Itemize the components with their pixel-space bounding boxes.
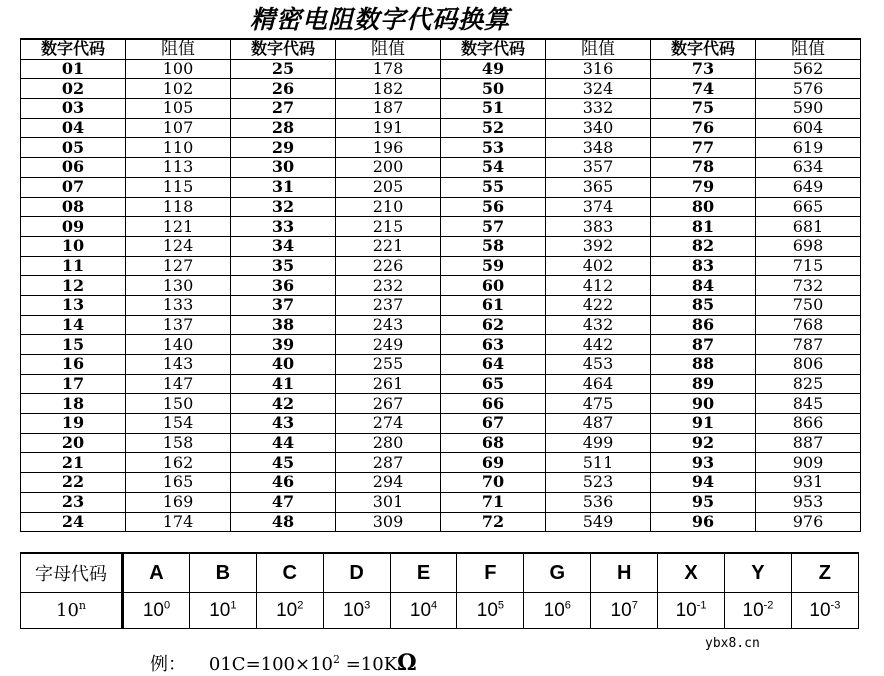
value-cell: 100 bbox=[126, 59, 231, 79]
code-cell: 28 bbox=[231, 118, 336, 138]
value-cell: 464 bbox=[546, 374, 651, 394]
header-code: 数字代码 bbox=[651, 39, 756, 59]
code-cell: 75 bbox=[651, 99, 756, 119]
table-row bbox=[21, 512, 861, 532]
value-cell: 511 bbox=[546, 453, 651, 473]
value-cell: 432 bbox=[546, 315, 651, 335]
code-cell: 15 bbox=[21, 335, 126, 355]
power-base: 10 bbox=[409, 599, 432, 621]
value-cell: 909 bbox=[756, 453, 861, 473]
page-title: 精密电阻数字代码换算 bbox=[250, 5, 511, 34]
power-cell bbox=[725, 593, 792, 629]
power-label-exp: n bbox=[78, 599, 86, 612]
value-cell: 392 bbox=[546, 236, 651, 256]
code-cell: 89 bbox=[651, 374, 756, 394]
example-formula-exp: 2 bbox=[333, 653, 340, 666]
value-cell: 825 bbox=[756, 374, 861, 394]
letter-cell: E bbox=[390, 553, 457, 593]
value-cell: 374 bbox=[546, 197, 651, 217]
letter-code-row bbox=[21, 553, 859, 593]
code-cell: 20 bbox=[21, 433, 126, 453]
code-cell: 44 bbox=[231, 433, 336, 453]
value-cell: 453 bbox=[546, 355, 651, 375]
value-cell: 768 bbox=[756, 315, 861, 335]
power-cell bbox=[323, 593, 390, 629]
value-cell: 215 bbox=[336, 217, 441, 237]
value-cell: 887 bbox=[756, 433, 861, 453]
power-base: 10 bbox=[342, 599, 365, 621]
code-cell: 71 bbox=[441, 492, 546, 512]
header-code: 数字代码 bbox=[231, 39, 336, 59]
value-cell: 604 bbox=[756, 118, 861, 138]
value-cell: 200 bbox=[336, 158, 441, 178]
code-cell: 62 bbox=[441, 315, 546, 335]
power-base: 10 bbox=[476, 599, 498, 621]
header-value: 阻值 bbox=[756, 39, 861, 59]
value-cell: 619 bbox=[756, 138, 861, 158]
header-value: 阻值 bbox=[126, 39, 231, 59]
code-cell: 34 bbox=[231, 236, 336, 256]
code-table-body bbox=[21, 59, 861, 532]
value-cell: 536 bbox=[546, 492, 651, 512]
code-cell: 68 bbox=[441, 433, 546, 453]
code-cell: 80 bbox=[651, 197, 756, 217]
value-cell: 806 bbox=[756, 355, 861, 375]
code-cell: 32 bbox=[231, 197, 336, 217]
code-cell: 26 bbox=[231, 79, 336, 99]
table-row bbox=[21, 473, 861, 493]
code-cell: 49 bbox=[441, 59, 546, 79]
value-cell: 309 bbox=[336, 512, 441, 532]
code-table-header bbox=[21, 39, 861, 59]
value-cell: 210 bbox=[336, 197, 441, 217]
value-cell: 130 bbox=[126, 276, 231, 296]
power-base: 10 bbox=[742, 599, 764, 621]
value-cell: 383 bbox=[546, 217, 651, 237]
code-cell: 06 bbox=[21, 158, 126, 178]
value-cell: 255 bbox=[336, 355, 441, 375]
header-value: 阻值 bbox=[336, 39, 441, 59]
value-cell: 549 bbox=[546, 512, 651, 532]
power-cell bbox=[457, 593, 524, 629]
value-cell: 127 bbox=[126, 256, 231, 276]
value-cell: 102 bbox=[126, 79, 231, 99]
code-cell: 50 bbox=[441, 79, 546, 99]
value-cell: 115 bbox=[126, 177, 231, 197]
power-cell bbox=[591, 593, 658, 629]
code-cell: 90 bbox=[651, 394, 756, 414]
power-exponent: 2 bbox=[297, 599, 304, 612]
code-cell: 47 bbox=[231, 492, 336, 512]
value-cell: 113 bbox=[126, 158, 231, 178]
letter-cell: X bbox=[658, 553, 725, 593]
code-cell: 94 bbox=[651, 473, 756, 493]
code-cell: 79 bbox=[651, 177, 756, 197]
table-row bbox=[21, 335, 861, 355]
value-cell: 205 bbox=[336, 177, 441, 197]
value-cell: 332 bbox=[546, 99, 651, 119]
value-cell: 499 bbox=[546, 433, 651, 453]
code-cell: 01 bbox=[21, 59, 126, 79]
value-cell: 681 bbox=[756, 217, 861, 237]
power-exponent: 0 bbox=[163, 599, 171, 612]
code-cell: 25 bbox=[231, 59, 336, 79]
letter-cell: Z bbox=[791, 553, 858, 593]
value-cell: 715 bbox=[756, 256, 861, 276]
table-row bbox=[21, 158, 861, 178]
code-cell: 13 bbox=[21, 295, 126, 315]
letter-cell: F bbox=[457, 553, 524, 593]
power-cell bbox=[791, 593, 858, 629]
table-row bbox=[21, 236, 861, 256]
value-cell: 750 bbox=[756, 295, 861, 315]
table-row bbox=[21, 433, 861, 453]
code-cell: 43 bbox=[231, 414, 336, 434]
value-cell: 698 bbox=[756, 236, 861, 256]
value-cell: 133 bbox=[126, 295, 231, 315]
value-cell: 232 bbox=[336, 276, 441, 296]
value-cell: 953 bbox=[756, 492, 861, 512]
code-cell: 77 bbox=[651, 138, 756, 158]
code-cell: 31 bbox=[231, 177, 336, 197]
table-row bbox=[21, 374, 861, 394]
value-cell: 169 bbox=[126, 492, 231, 512]
value-cell: 226 bbox=[336, 256, 441, 276]
code-cell: 45 bbox=[231, 453, 336, 473]
value-cell: 274 bbox=[336, 414, 441, 434]
code-cell: 30 bbox=[231, 158, 336, 178]
value-cell: 365 bbox=[546, 177, 651, 197]
value-cell: 249 bbox=[336, 335, 441, 355]
value-cell: 316 bbox=[546, 59, 651, 79]
value-cell: 105 bbox=[126, 99, 231, 119]
code-cell: 52 bbox=[441, 118, 546, 138]
letter-cell: C bbox=[256, 553, 323, 593]
code-cell: 35 bbox=[231, 256, 336, 276]
table-row bbox=[21, 276, 861, 296]
code-cell: 88 bbox=[651, 355, 756, 375]
code-cell: 40 bbox=[231, 355, 336, 375]
code-cell: 58 bbox=[441, 236, 546, 256]
code-cell: 69 bbox=[441, 453, 546, 473]
table-row bbox=[21, 315, 861, 335]
code-cell: 86 bbox=[651, 315, 756, 335]
code-cell: 48 bbox=[231, 512, 336, 532]
code-cell: 39 bbox=[231, 335, 336, 355]
power-base: 10 bbox=[809, 599, 831, 621]
value-cell: 261 bbox=[336, 374, 441, 394]
power-exponent: -1 bbox=[696, 599, 707, 612]
code-cell: 33 bbox=[231, 217, 336, 237]
code-cell: 42 bbox=[231, 394, 336, 414]
code-cell: 92 bbox=[651, 433, 756, 453]
power-cell bbox=[390, 593, 457, 629]
value-cell: 165 bbox=[126, 473, 231, 493]
code-cell: 87 bbox=[651, 335, 756, 355]
watermark: ybx8.cn bbox=[705, 636, 760, 651]
power-base: 10 bbox=[142, 599, 164, 621]
code-cell: 93 bbox=[651, 453, 756, 473]
code-cell: 67 bbox=[441, 414, 546, 434]
value-cell: 187 bbox=[336, 99, 441, 119]
table-row bbox=[21, 59, 861, 79]
code-cell: 12 bbox=[21, 276, 126, 296]
header-code: 数字代码 bbox=[441, 39, 546, 59]
code-table bbox=[20, 38, 861, 532]
power-exponent: 5 bbox=[497, 599, 505, 612]
code-cell: 54 bbox=[441, 158, 546, 178]
value-cell: 137 bbox=[126, 315, 231, 335]
value-cell: 178 bbox=[336, 59, 441, 79]
code-cell: 03 bbox=[21, 99, 126, 119]
code-cell: 11 bbox=[21, 256, 126, 276]
code-cell: 55 bbox=[441, 177, 546, 197]
value-cell: 357 bbox=[546, 158, 651, 178]
value-cell: 590 bbox=[756, 99, 861, 119]
power-base: 10 bbox=[675, 599, 697, 621]
letter-cell: G bbox=[524, 553, 591, 593]
code-cell: 18 bbox=[21, 394, 126, 414]
letter-cell: H bbox=[591, 553, 658, 593]
code-cell: 91 bbox=[651, 414, 756, 434]
power-base: 10 bbox=[610, 599, 632, 621]
code-cell: 05 bbox=[21, 138, 126, 158]
code-cell: 08 bbox=[21, 197, 126, 217]
table-row bbox=[21, 414, 861, 434]
power-exponent: 7 bbox=[631, 599, 638, 612]
value-cell: 294 bbox=[336, 473, 441, 493]
power-row bbox=[21, 593, 859, 629]
power-base: 10 bbox=[543, 599, 565, 621]
value-cell: 576 bbox=[756, 79, 861, 99]
code-cell: 37 bbox=[231, 295, 336, 315]
code-cell: 53 bbox=[441, 138, 546, 158]
letter-cell: B bbox=[189, 553, 256, 593]
code-cell: 60 bbox=[441, 276, 546, 296]
code-cell: 56 bbox=[441, 197, 546, 217]
value-cell: 162 bbox=[126, 453, 231, 473]
code-cell: 82 bbox=[651, 236, 756, 256]
code-cell: 73 bbox=[651, 59, 756, 79]
code-cell: 19 bbox=[21, 414, 126, 434]
value-cell: 665 bbox=[756, 197, 861, 217]
value-cell: 196 bbox=[336, 138, 441, 158]
code-cell: 61 bbox=[441, 295, 546, 315]
letter-cell: A bbox=[123, 553, 190, 593]
value-cell: 174 bbox=[126, 512, 231, 532]
code-cell: 23 bbox=[21, 492, 126, 512]
power-exponent: 3 bbox=[364, 599, 371, 612]
code-cell: 46 bbox=[231, 473, 336, 493]
code-cell: 78 bbox=[651, 158, 756, 178]
power-exponent: 6 bbox=[564, 599, 571, 612]
code-cell: 04 bbox=[21, 118, 126, 138]
value-cell: 475 bbox=[546, 394, 651, 414]
value-cell: 931 bbox=[756, 473, 861, 493]
power-cell bbox=[256, 593, 323, 629]
code-cell: 21 bbox=[21, 453, 126, 473]
example-formula-prefix: 01C=100×10 bbox=[208, 654, 333, 675]
example-label: 例： bbox=[150, 654, 186, 675]
value-cell: 422 bbox=[546, 295, 651, 315]
value-cell: 243 bbox=[336, 315, 441, 335]
value-cell: 143 bbox=[126, 355, 231, 375]
power-base: 10 bbox=[209, 599, 231, 621]
value-cell: 140 bbox=[126, 335, 231, 355]
value-cell: 147 bbox=[126, 374, 231, 394]
code-cell: 51 bbox=[441, 99, 546, 119]
code-cell: 36 bbox=[231, 276, 336, 296]
code-cell: 83 bbox=[651, 256, 756, 276]
header-value: 阻值 bbox=[546, 39, 651, 59]
power-cell bbox=[123, 593, 190, 629]
value-cell: 237 bbox=[336, 295, 441, 315]
code-cell: 02 bbox=[21, 79, 126, 99]
code-cell: 24 bbox=[21, 512, 126, 532]
code-cell: 76 bbox=[651, 118, 756, 138]
code-cell: 10 bbox=[21, 236, 126, 256]
table-row bbox=[21, 197, 861, 217]
power-label-base: 10 bbox=[56, 600, 79, 621]
value-cell: 402 bbox=[546, 256, 651, 276]
power-exponent: 1 bbox=[230, 599, 237, 612]
power-cell bbox=[658, 593, 725, 629]
code-cell: 29 bbox=[231, 138, 336, 158]
table-row bbox=[21, 138, 861, 158]
code-cell: 38 bbox=[231, 315, 336, 335]
value-cell: 118 bbox=[126, 197, 231, 217]
value-cell: 845 bbox=[756, 394, 861, 414]
table-row bbox=[21, 256, 861, 276]
code-cell: 96 bbox=[651, 512, 756, 532]
table-row bbox=[21, 355, 861, 375]
value-cell: 487 bbox=[546, 414, 651, 434]
code-cell: 81 bbox=[651, 217, 756, 237]
table-row bbox=[21, 492, 861, 512]
value-cell: 267 bbox=[336, 394, 441, 414]
letter-code-table bbox=[20, 552, 859, 629]
value-cell: 562 bbox=[756, 59, 861, 79]
value-cell: 324 bbox=[546, 79, 651, 99]
header-code: 数字代码 bbox=[21, 39, 126, 59]
value-cell: 442 bbox=[546, 335, 651, 355]
table-row bbox=[21, 217, 861, 237]
code-cell: 65 bbox=[441, 374, 546, 394]
power-label bbox=[21, 593, 123, 629]
power-cell bbox=[524, 593, 591, 629]
table-row bbox=[21, 118, 861, 138]
code-cell: 84 bbox=[651, 276, 756, 296]
power-exponent: 4 bbox=[431, 599, 438, 612]
value-cell: 280 bbox=[336, 433, 441, 453]
code-cell: 95 bbox=[651, 492, 756, 512]
code-cell: 66 bbox=[441, 394, 546, 414]
power-exponent: -2 bbox=[763, 599, 774, 612]
code-cell: 41 bbox=[231, 374, 336, 394]
table-row bbox=[21, 177, 861, 197]
code-cell: 27 bbox=[231, 99, 336, 119]
power-exponent: -3 bbox=[830, 599, 841, 612]
code-cell: 57 bbox=[441, 217, 546, 237]
letter-code-label: 字母代码 bbox=[21, 553, 123, 593]
value-cell: 634 bbox=[756, 158, 861, 178]
value-cell: 732 bbox=[756, 276, 861, 296]
value-cell: 124 bbox=[126, 236, 231, 256]
power-cell bbox=[189, 593, 256, 629]
value-cell: 107 bbox=[126, 118, 231, 138]
value-cell: 287 bbox=[336, 453, 441, 473]
table-row bbox=[21, 99, 861, 119]
code-cell: 16 bbox=[21, 355, 126, 375]
letter-cell: Y bbox=[725, 553, 792, 593]
value-cell: 649 bbox=[756, 177, 861, 197]
ohm-symbol: Ω bbox=[397, 650, 417, 676]
code-cell: 70 bbox=[441, 473, 546, 493]
value-cell: 121 bbox=[126, 217, 231, 237]
example-formula-suffix: =10K bbox=[340, 654, 398, 675]
value-cell: 154 bbox=[126, 414, 231, 434]
table-row bbox=[21, 295, 861, 315]
code-cell: 59 bbox=[441, 256, 546, 276]
code-cell: 14 bbox=[21, 315, 126, 335]
code-cell: 85 bbox=[651, 295, 756, 315]
code-cell: 72 bbox=[441, 512, 546, 532]
code-cell: 17 bbox=[21, 374, 126, 394]
value-cell: 221 bbox=[336, 236, 441, 256]
value-cell: 110 bbox=[126, 138, 231, 158]
value-cell: 412 bbox=[546, 276, 651, 296]
value-cell: 158 bbox=[126, 433, 231, 453]
table-row bbox=[21, 453, 861, 473]
value-cell: 340 bbox=[546, 118, 651, 138]
code-cell: 74 bbox=[651, 79, 756, 99]
value-cell: 182 bbox=[336, 79, 441, 99]
value-cell: 787 bbox=[756, 335, 861, 355]
power-base: 10 bbox=[276, 599, 298, 621]
value-cell: 150 bbox=[126, 394, 231, 414]
table-row bbox=[21, 79, 861, 99]
table-row bbox=[21, 394, 861, 414]
code-cell: 09 bbox=[21, 217, 126, 237]
letter-cell: D bbox=[323, 553, 390, 593]
value-cell: 976 bbox=[756, 512, 861, 532]
value-cell: 191 bbox=[336, 118, 441, 138]
code-cell: 63 bbox=[441, 335, 546, 355]
value-cell: 523 bbox=[546, 473, 651, 493]
value-cell: 866 bbox=[756, 414, 861, 434]
example-line bbox=[150, 650, 417, 676]
value-cell: 301 bbox=[336, 492, 441, 512]
code-cell: 22 bbox=[21, 473, 126, 493]
code-cell: 64 bbox=[441, 355, 546, 375]
code-cell: 07 bbox=[21, 177, 126, 197]
value-cell: 348 bbox=[546, 138, 651, 158]
